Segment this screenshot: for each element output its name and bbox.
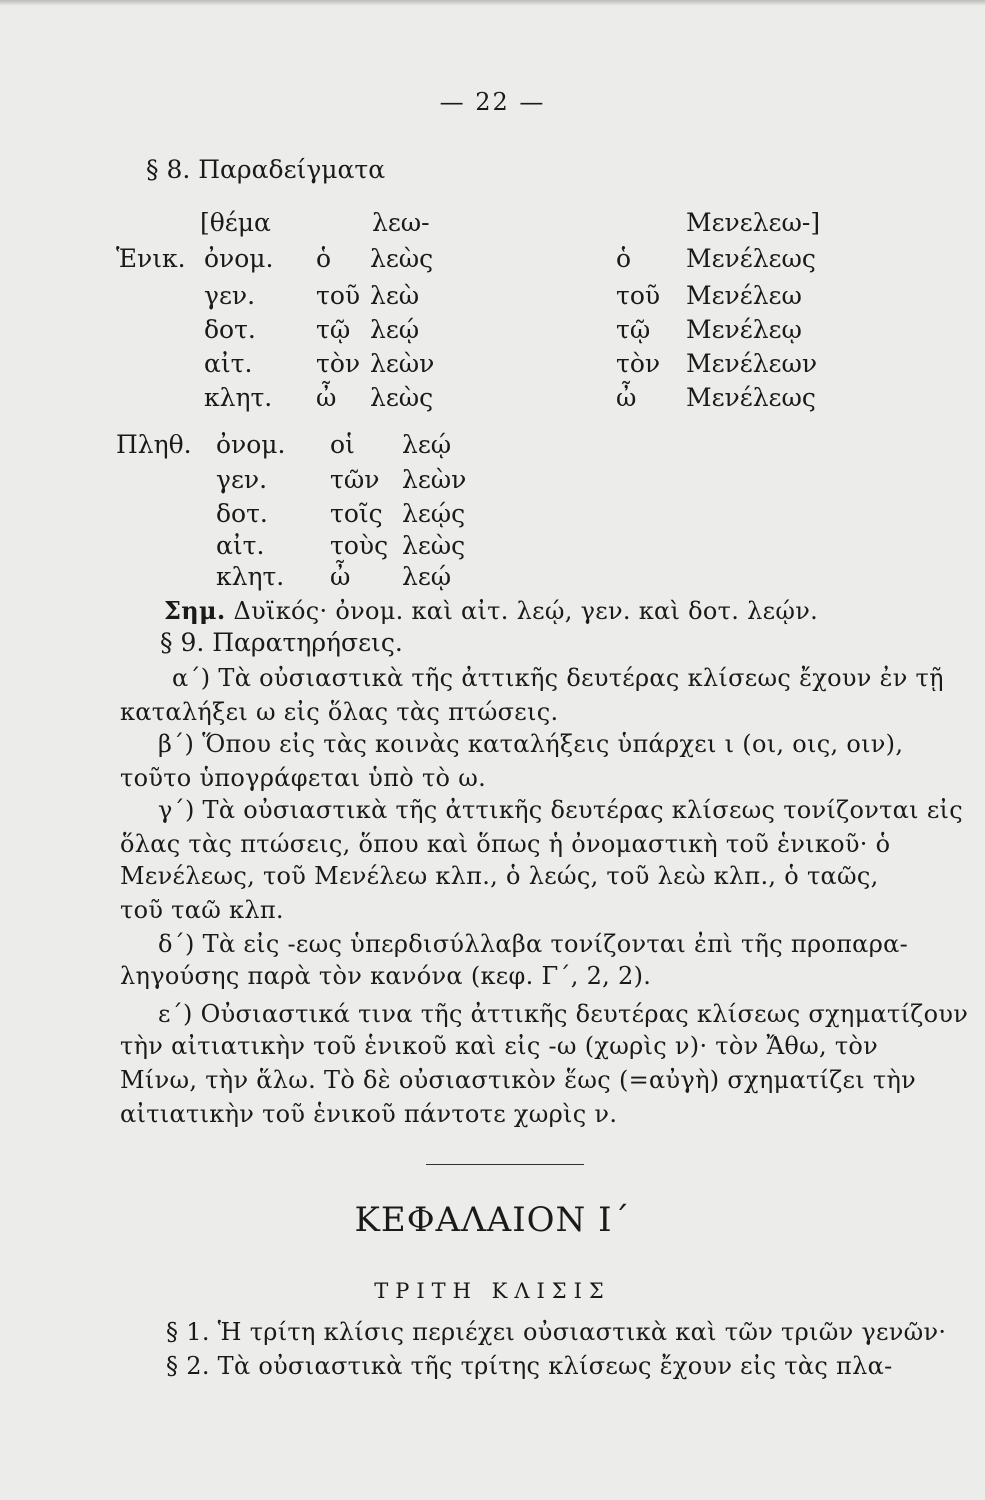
text-line: τοῦτο ὑπογράφεται ὑπὸ τὸ ω. xyxy=(120,764,487,792)
article: τῷ xyxy=(316,315,351,344)
form-menelaos: Μενέλεως xyxy=(686,244,816,273)
form-leos: λεὼς xyxy=(402,531,466,560)
form-menelaos: Μενέλεω xyxy=(686,281,802,310)
text-line: δ΄) Τὰ εἰς -εως ὑπερδισύλλαβα τονίζονται ἐπὶ τῆς προπαρα- xyxy=(158,930,909,958)
form-leos: λεὼν xyxy=(370,349,435,378)
form-leos: λεῴς xyxy=(402,499,466,528)
section-9-heading xyxy=(160,628,403,657)
form-leos: λεῴ xyxy=(370,315,420,344)
text-line: ὅλας τὰς πτώσεις, ὅπου καὶ ὅπως ἡ ὀνομαστικὴ τοῦ ἑνικοῦ· ὁ xyxy=(120,830,891,858)
form-leos: λεὼν xyxy=(402,465,467,494)
form-leos: λεὼ xyxy=(370,281,420,310)
case-label: κλητ. xyxy=(204,383,273,412)
divider-rule xyxy=(426,1164,584,1165)
case-label: αἰτ. xyxy=(216,531,265,560)
article: τὸν xyxy=(316,349,361,378)
note-line xyxy=(164,596,818,625)
text-line: Μίνω, τὴν ἅλω. Τὸ δὲ οὐσιαστικὸν ἕως (=αὐγὴ) σχηματίζει τὴν xyxy=(120,1066,917,1094)
stem-label: [θέμα xyxy=(200,208,271,237)
case-label: γεν. xyxy=(216,465,268,494)
text-line: β΄) Ὅπου εἰς τὰς κοινὰς καταλήξεις ὑπάρχει ι (οι, οις, οιν), xyxy=(158,730,904,758)
article: ὦ xyxy=(616,383,637,412)
case-label: γεν. xyxy=(204,281,256,310)
article: ὁ xyxy=(616,244,632,273)
plural-label: Πληθ. xyxy=(116,430,192,459)
article: τοῖς xyxy=(330,499,383,528)
chapter-subtitle: ΤΡΙΤΗ ΚΛΙΣΙΣ xyxy=(374,1279,611,1303)
case-label: δοτ. xyxy=(216,499,268,528)
text-line: τὴν αἰτιατικὴν τοῦ ἑνικοῦ καὶ εἰς -ω (χωρὶς ν)· τὸν Ἄθω, τὸν xyxy=(120,1032,879,1060)
chapter-title: ΚΕΦΑΛΑΙΟΝ Ι΄ xyxy=(354,1200,631,1240)
section-9-title: 9. Παρατηρήσεις. xyxy=(180,628,403,657)
article: οἱ xyxy=(330,430,355,459)
case-label: ὀνομ. xyxy=(216,430,286,459)
section-1-line xyxy=(166,1318,946,1346)
article: ὦ xyxy=(316,383,337,412)
text-line: α΄) Τὰ οὐσιαστικὰ τῆς ἀττικῆς δευτέρας κλίσεως ἔχουν ἐν τῇ xyxy=(172,664,944,692)
section-2-text: 2. Τὰ οὐσιαστικὰ τῆς τρίτης κλίσεως ἔχουν εἰς τὰς πλα- xyxy=(186,1352,893,1380)
text-line: Μενέλεως, τοῦ Μενέλεω κλπ., ὁ λεώς, τοῦ λεὼ κλπ., ὁ ταῶς, xyxy=(120,862,879,890)
case-label: αἰτ. xyxy=(204,349,253,378)
page-top-edge xyxy=(0,0,985,6)
section-sign: § xyxy=(160,628,173,657)
article: ὁ xyxy=(316,244,332,273)
note-text: Δυϊκός· ὀνομ. καὶ αἰτ. λεῴ, γεν. καὶ δοτ. λεῴν. xyxy=(233,597,819,625)
article: τὸν xyxy=(616,349,661,378)
text-line: γ΄) Τὰ οὐσιαστικὰ τῆς ἀττικῆς δευτέρας κλίσεως τονίζονται εἰς xyxy=(158,796,964,824)
form-leos: λεὼς xyxy=(370,244,434,273)
form-leos: λεῴ xyxy=(402,562,452,591)
section-sign: § xyxy=(166,1318,179,1346)
note-label: Σημ. xyxy=(164,596,226,625)
stem-menelao: Μενελεω-] xyxy=(686,208,821,237)
text-line: αἰτιατικὴν τοῦ ἑνικοῦ πάντοτε χωρὶς ν. xyxy=(120,1100,618,1128)
form-menelaos: Μενέλεως xyxy=(686,383,816,412)
stem-leo: λεω- xyxy=(372,208,430,237)
form-leos: λεὼς xyxy=(370,383,434,412)
section-2-line xyxy=(166,1352,893,1380)
text-line: τοῦ ταῶ κλπ. xyxy=(120,896,284,924)
page-number: — 22 — xyxy=(439,88,546,116)
text-line: ληγούσης παρὰ τὸν κανόνα (κεφ. Γ΄, 2, 2). xyxy=(120,962,652,990)
article: τῶν xyxy=(330,465,380,494)
article: τοῦ xyxy=(616,281,661,310)
text-line: καταλήξει ω εἰς ὅλας τὰς πτώσεις. xyxy=(120,698,559,726)
article: τῷ xyxy=(616,315,651,344)
section-8-heading xyxy=(146,155,385,184)
form-menelaos: Μενέλεων xyxy=(686,349,818,378)
section-1-text: 1. Ἡ τρίτη κλίσις περιέχει οὐσιαστικὰ καὶ τῶν τριῶν γενῶν· xyxy=(186,1318,947,1346)
section-sign: § xyxy=(146,155,159,184)
article: ὦ xyxy=(330,562,351,591)
singular-label: Ἑνικ. xyxy=(116,244,186,273)
case-label: δοτ. xyxy=(204,315,256,344)
form-leos: λεῴ xyxy=(402,430,452,459)
case-label: κλητ. xyxy=(216,562,285,591)
section-8-title: 8. Παραδείγματα xyxy=(166,155,386,184)
section-sign: § xyxy=(166,1352,179,1380)
article: τοὺς xyxy=(330,531,389,560)
text-line: ε΄) Οὐσιαστικά τινα τῆς ἀττικῆς δευτέρας κλίσεως σχηματίζουν xyxy=(158,1000,969,1028)
case-label: ὀνομ. xyxy=(204,244,274,273)
article: τοῦ xyxy=(316,281,361,310)
form-menelaos: Μενέλεῳ xyxy=(686,315,802,344)
